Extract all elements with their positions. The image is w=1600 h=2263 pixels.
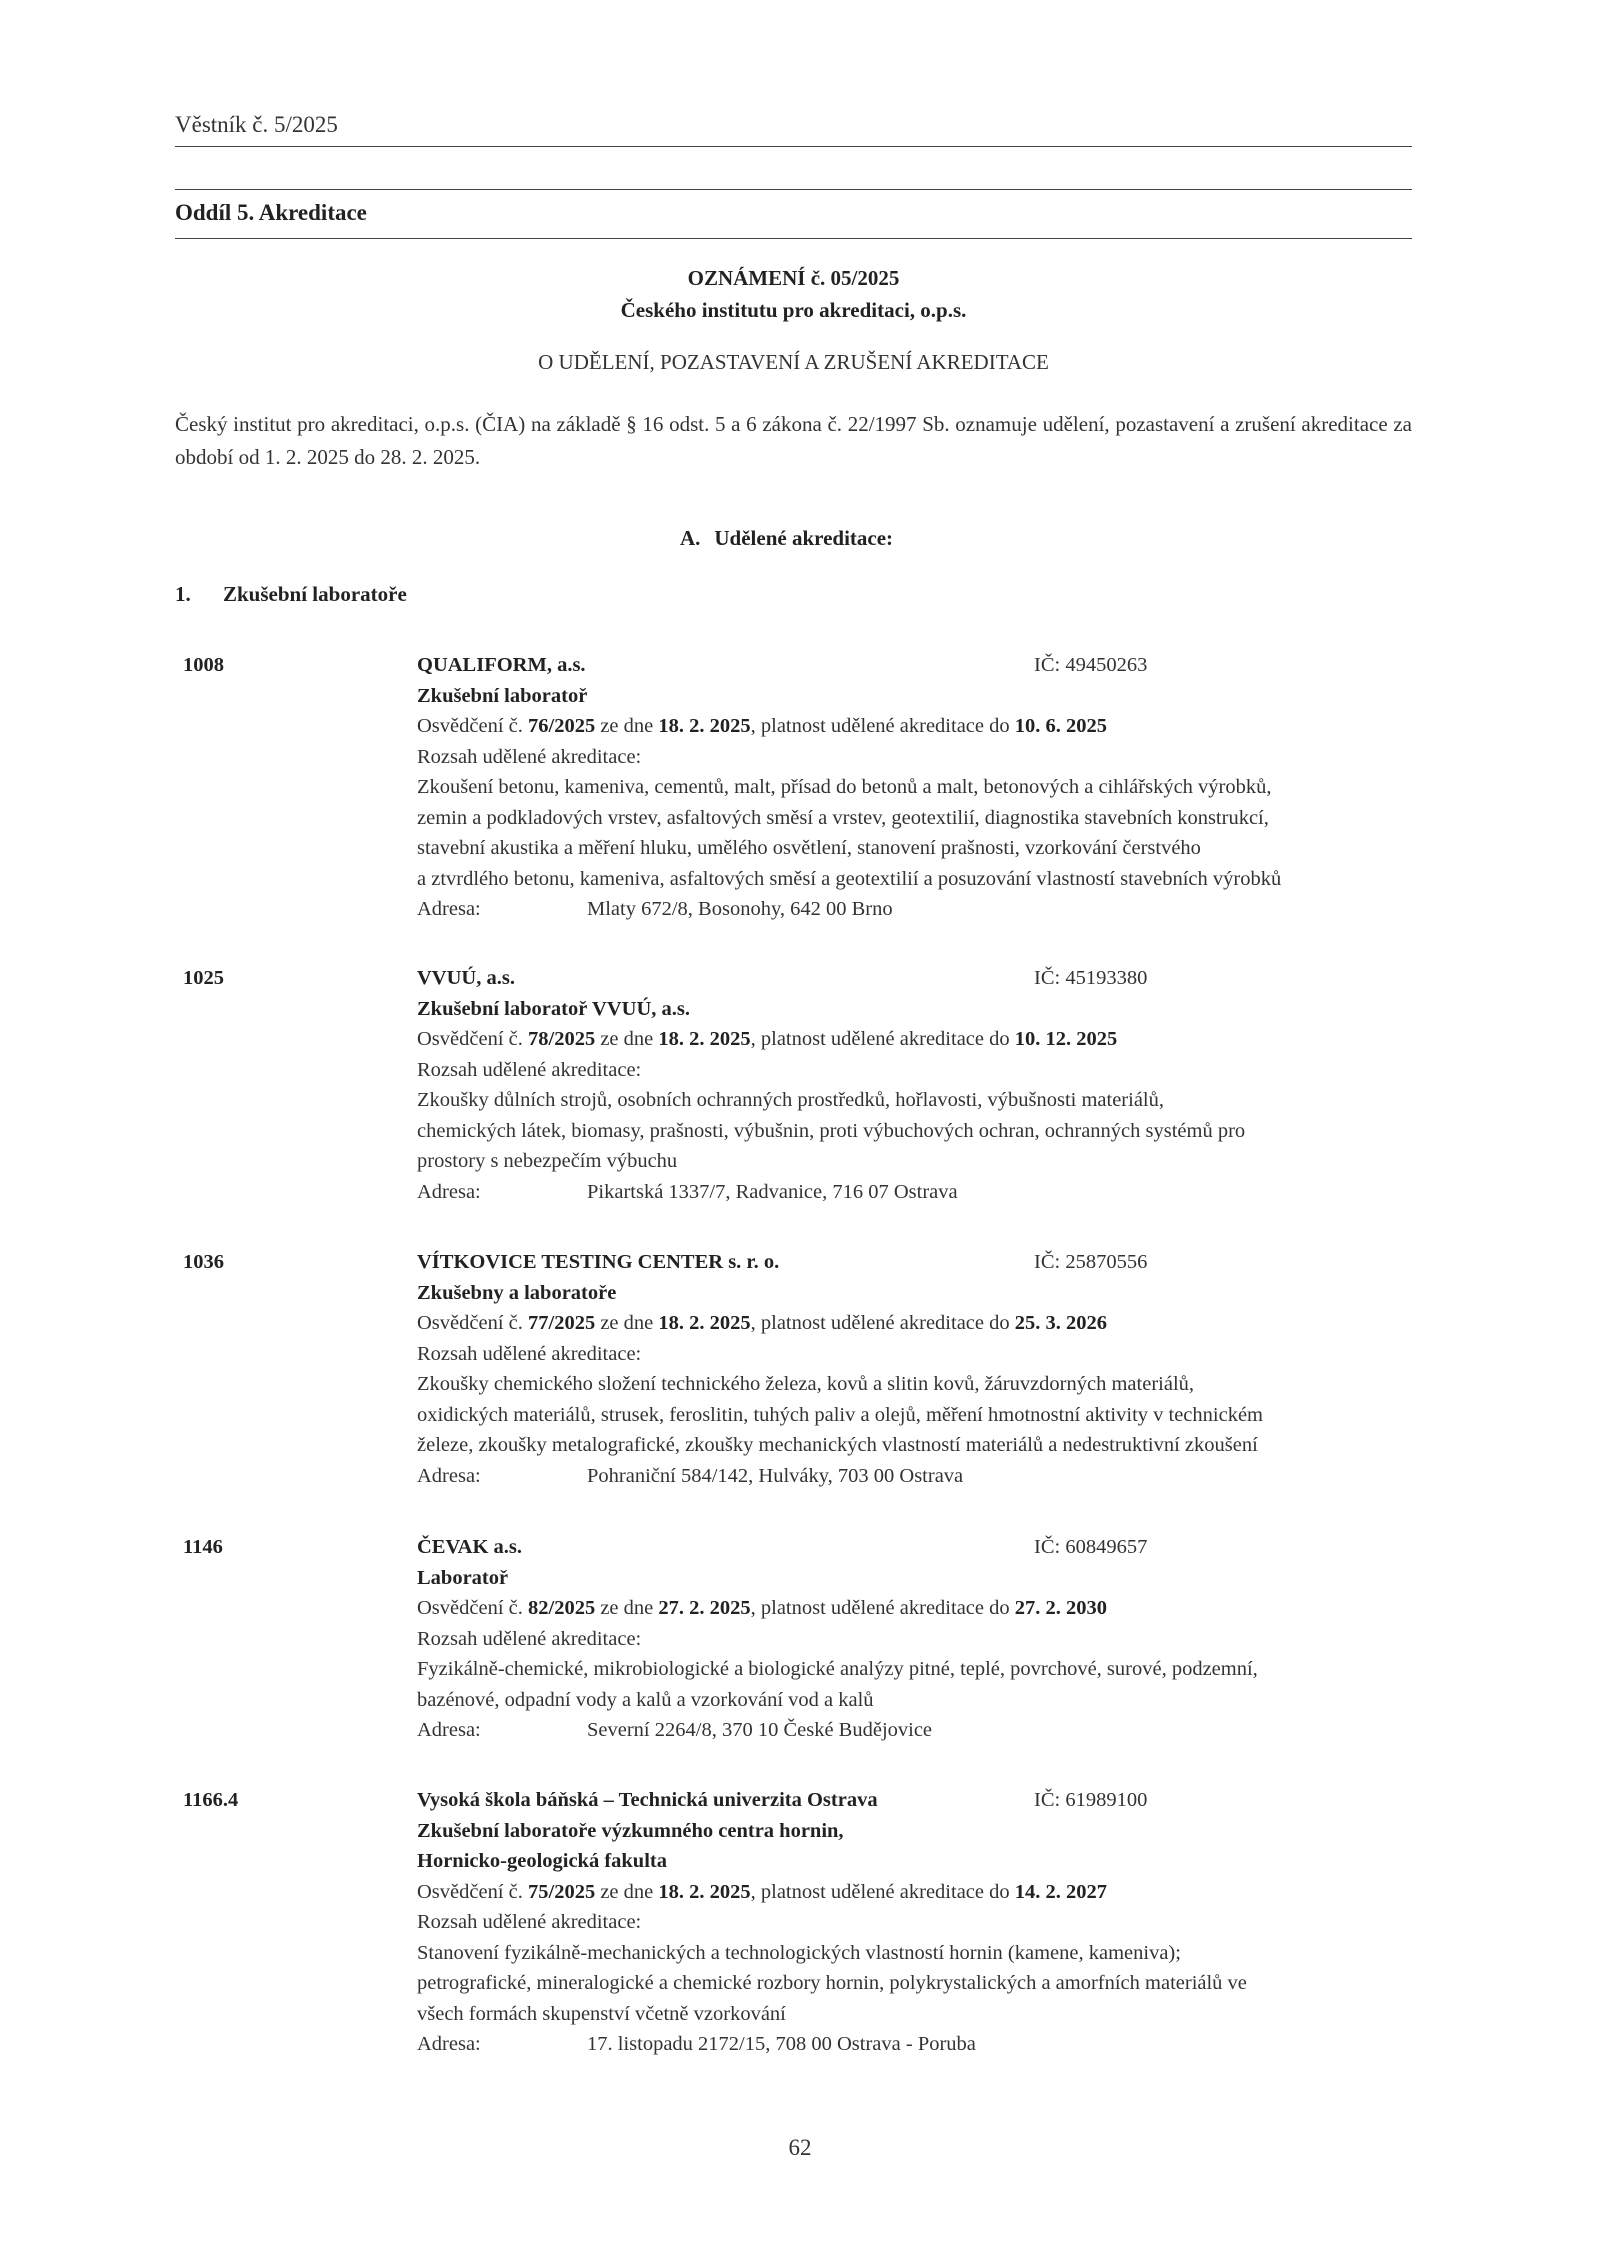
notice-subject: O UDĚLENÍ, POZASTAVENÍ A ZRUŠENÍ AKREDITACE <box>538 350 1049 374</box>
valid-until: 10. 6. 2025 <box>1014 715 1107 737</box>
cert-date: 18. 2. 2025 <box>658 1312 751 1334</box>
category-number: 1. <box>175 582 191 606</box>
cert-number: 75/2025 <box>528 1880 596 1903</box>
entry-certificate <box>417 1024 1412 1055</box>
cert-date: 18. 2. 2025 <box>658 1028 751 1050</box>
date-prefix: ze dne <box>600 1312 654 1334</box>
accreditation-entry <box>175 1247 1412 1491</box>
section-rule-bottom <box>175 238 1412 239</box>
notice-title-line1: OZNÁMENÍ č. 05/2025 <box>687 266 900 290</box>
entry-address <box>417 1715 1412 1746</box>
scope-line: petrografické, mineralogické a chemické rozbory hornin, polykrystalických a amorfních materiálů ve <box>417 1972 1247 1994</box>
entry-unit: Zkušebny a laboratoře <box>417 1281 617 1304</box>
entry-code: 1008 <box>183 654 224 676</box>
entry-certificate <box>417 711 1412 742</box>
entry-body <box>417 650 1412 925</box>
cert-prefix: Osvědčení č. <box>417 1028 523 1050</box>
address-value: Severní 2264/8, 370 10 České Budějovice <box>587 1719 933 1741</box>
entry-ico: IČ: 60849657 <box>1034 1536 1148 1558</box>
scope-line: oxidických materiálů, strusek, feroslitin, tuhých paliv a olejů, měření hmotnostní aktivity v technickém <box>417 1403 1263 1426</box>
address-label: Adresa: <box>417 1180 481 1203</box>
entry-unit: Zkušební laboratoř <box>417 684 588 707</box>
entry-code: 1166.4 <box>183 1789 239 1811</box>
notice-title-line2: Českého institutu pro akreditaci, o.p.s. <box>620 298 967 322</box>
scope-line: Fyzikálně-chemické, mikrobiologické a biologické analýzy pitné, teplé, povrchové, surové, podzemní, <box>417 1658 1258 1680</box>
valid-until: 10. 12. 2025 <box>1014 1028 1118 1050</box>
section-rule-top <box>175 189 1412 190</box>
validity-prefix: , platnost udělené akreditace do <box>750 1597 1010 1619</box>
page-number: 62 <box>788 2135 812 2160</box>
validity-prefix: , platnost udělené akreditace do <box>750 715 1010 737</box>
scope-line: Zkoušení betonu, kameniva, cementů, malt, přísad do betonů a malt, betonových a cihlářských výrobků, <box>417 776 1272 798</box>
validity-prefix: , platnost udělené akreditace do <box>750 1880 1010 1903</box>
valid-until: 25. 3. 2026 <box>1014 1312 1107 1334</box>
entry-address <box>417 1177 1412 1208</box>
cert-number: 78/2025 <box>528 1028 596 1050</box>
cert-date: 18. 2. 2025 <box>658 1880 751 1903</box>
accreditation-entry <box>175 1785 1412 2060</box>
entry-certificate <box>417 1877 1412 1908</box>
valid-until: 27. 2. 2030 <box>1014 1597 1107 1619</box>
validity-prefix: , platnost udělené akreditace do <box>750 1028 1010 1050</box>
cert-date: 27. 2. 2025 <box>658 1597 751 1619</box>
entry-org: Vysoká škola báňská – Technická univerzita Ostrava <box>417 1789 878 1811</box>
accreditation-entry <box>175 650 1412 925</box>
cert-date: 18. 2. 2025 <box>658 715 751 737</box>
entry-certificate <box>417 1593 1412 1624</box>
valid-until: 14. 2. 2027 <box>1014 1880 1107 1903</box>
entry-certificate <box>417 1308 1412 1339</box>
scope-line: Zkoušky chemického složení technického železa, kovů a slitin kovů, žáruvzdorných materiálů, <box>417 1373 1195 1395</box>
scope-label: Rozsah udělené akreditace: <box>417 1911 642 1933</box>
date-prefix: ze dne <box>600 1880 654 1903</box>
address-label: Adresa: <box>417 898 481 920</box>
entry-address <box>417 2029 1412 2060</box>
date-prefix: ze dne <box>600 715 654 737</box>
cert-prefix: Osvědčení č. <box>417 1312 523 1334</box>
scope-label: Rozsah udělené akreditace: <box>417 1627 642 1650</box>
scope-line: Zkoušky důlních strojů, osobních ochranných prostředků, hořlavosti, výbušnosti materiálů, <box>417 1089 1164 1111</box>
cert-number: 77/2025 <box>528 1312 596 1334</box>
entry-org-line <box>417 1247 1412 1278</box>
accreditation-entry <box>175 1532 1412 1746</box>
scope-line: a ztvrdlého betonu, kameniva, asfaltových směsí a geotextilií a posuzování vlastností stavebních výrobků <box>417 867 1282 890</box>
entry-org-line <box>417 1532 1412 1563</box>
address-value: Pohraniční 584/142, Hulváky, 703 00 Ostrava <box>587 1464 964 1487</box>
entry-code: 1146 <box>183 1536 223 1558</box>
entry-code: 1036 <box>183 1251 224 1273</box>
entry-unit-2: Hornicko-geologická fakulta <box>417 1850 667 1872</box>
scope-line: stavební akustika a měření hluku, umělého osvětlení, stanovení prašnosti, vzorkování čerstvého <box>417 837 1201 859</box>
part-heading <box>175 526 1412 551</box>
entry-org-line <box>417 650 1412 681</box>
cert-number: 76/2025 <box>528 715 596 737</box>
entry-body <box>417 1532 1412 1746</box>
entry-body <box>417 963 1412 1207</box>
cert-number: 82/2025 <box>528 1597 596 1619</box>
address-label: Adresa: <box>417 1719 481 1741</box>
cert-prefix: Osvědčení č. <box>417 715 523 737</box>
accreditation-entry <box>175 963 1412 1207</box>
entry-ico: IČ: 25870556 <box>1034 1251 1148 1273</box>
section-title: Oddíl 5. Akreditace <box>175 200 367 225</box>
scope-line: bazénové, odpadní vody a kalů a vzorkování vod a kalů <box>417 1688 874 1711</box>
scope-line: zemin a podkladových vrstev, asfaltových směsí a vrstev, geotextilií, diagnostika stavebních konstrukcí, <box>417 806 1269 829</box>
entry-ico: IČ: 49450263 <box>1034 654 1148 676</box>
entry-org: QUALIFORM, a.s. <box>417 654 586 676</box>
part-letter: A. <box>679 526 701 550</box>
address-value: Mlaty 672/8, Bosonohy, 642 00 Brno <box>587 898 893 920</box>
category-heading <box>175 582 407 607</box>
entry-org-line <box>417 1785 1412 1816</box>
notice-title <box>175 262 1412 326</box>
entry-unit: Zkušební laboratoře výzkumného centra hornin, <box>417 1819 844 1842</box>
scope-line: Stanovení fyzikálně-mechanických a technologických vlastností hornin (kamene, kameniva); <box>417 1941 1181 1964</box>
entry-ico: IČ: 45193380 <box>1034 967 1148 989</box>
intro-paragraph: Český institut pro akreditaci, o.p.s. (ČIA) na základě § 16 odst. 5 a 6 zákona č. 22/1997 Sb. oznamuje udělení, pozastavení a zrušení akreditace za období od 1. 2. 2025 do 28. 2. 2025. <box>175 412 1412 469</box>
scope-line: prostory s nebezpečím výbuchu <box>417 1150 678 1172</box>
scope-line: chemických látek, biomasy, prašnosti, výbušnin, proti výbuchových ochran, ochranných systémů pro <box>417 1119 1246 1142</box>
cert-prefix: Osvědčení č. <box>417 1597 523 1619</box>
date-prefix: ze dne <box>600 1028 654 1050</box>
address-value: 17. listopadu 2172/15, 708 00 Ostrava - Poruba <box>587 2033 976 2055</box>
address-label: Adresa: <box>417 2033 481 2055</box>
entry-code: 1025 <box>183 967 224 989</box>
validity-prefix: , platnost udělené akreditace do <box>750 1312 1010 1334</box>
entry-org: VVUÚ, a.s. <box>417 967 515 989</box>
entry-body <box>417 1247 1412 1491</box>
entry-org: VÍTKOVICE TESTING CENTER s. r. o. <box>417 1251 780 1273</box>
scope-label: Rozsah udělené akreditace: <box>417 1342 642 1365</box>
header-rule <box>175 146 1412 147</box>
entry-address <box>417 894 1412 925</box>
scope-label: Rozsah udělené akreditace: <box>417 1058 642 1081</box>
cert-prefix: Osvědčení č. <box>417 1880 523 1903</box>
scope-line: železe, zkoušky metalografické, zkoušky mechanických vlastností materiálů a nedestruktivní zkoušení <box>417 1434 1258 1456</box>
address-label: Adresa: <box>417 1464 481 1487</box>
scope-line: všech formách skupenství včetně vzorkování <box>417 2002 786 2025</box>
entry-unit: Laboratoř <box>417 1566 509 1589</box>
entry-org-line <box>417 963 1412 994</box>
address-value: Pikartská 1337/7, Radvanice, 716 07 Ostrava <box>587 1180 958 1203</box>
running-head: Věstník č. 5/2025 <box>175 112 338 137</box>
scope-label: Rozsah udělené akreditace: <box>417 745 642 768</box>
entry-ico: IČ: 61989100 <box>1034 1789 1148 1811</box>
entry-org: ČEVAK a.s. <box>417 1536 522 1558</box>
category-title: Zkušební laboratoře <box>223 582 407 606</box>
part-title: Udělené akreditace: <box>714 526 894 550</box>
entry-unit: Zkušební laboratoř VVUÚ, a.s. <box>417 997 690 1020</box>
entry-address <box>417 1461 1412 1492</box>
entry-body <box>417 1785 1412 2060</box>
date-prefix: ze dne <box>600 1597 654 1619</box>
